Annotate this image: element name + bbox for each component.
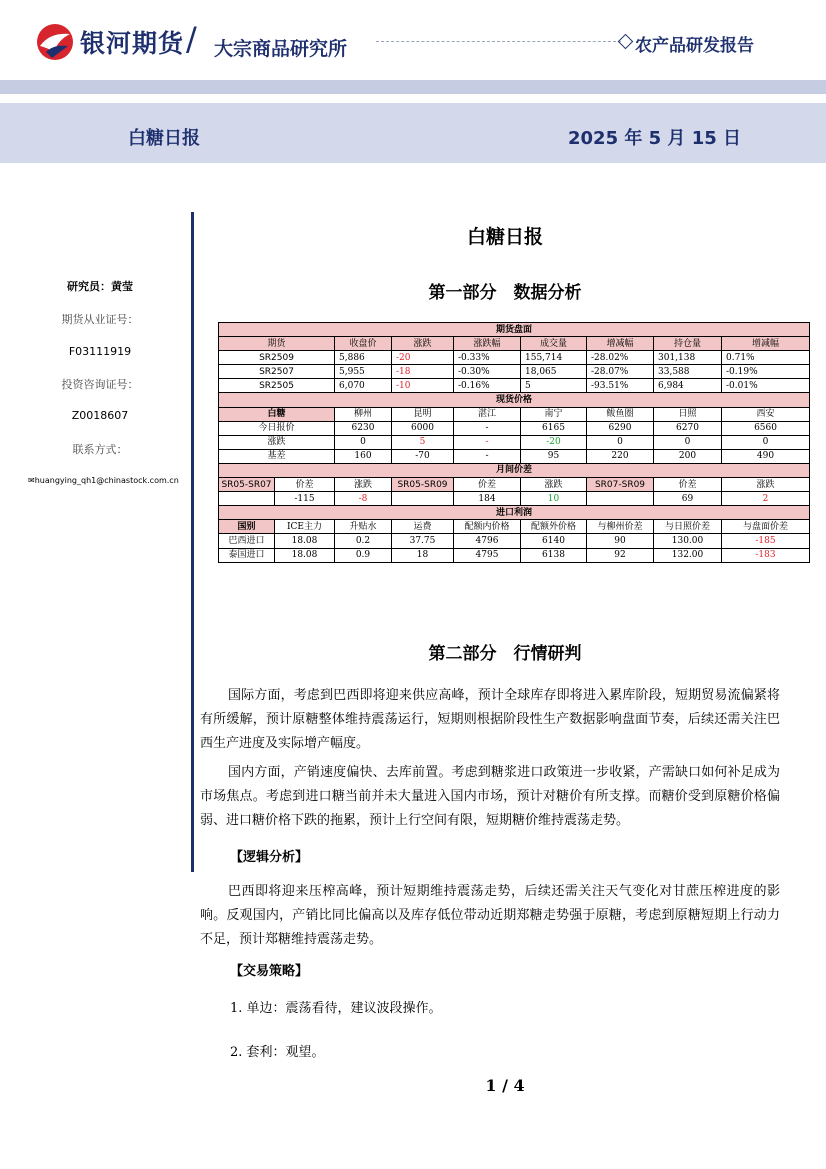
header-divider xyxy=(376,41,621,42)
report-date: 2025 年 5 月 15 日 xyxy=(568,128,742,149)
table-row xyxy=(219,449,810,463)
table-row xyxy=(219,421,810,435)
table-cell: 0 xyxy=(587,435,654,449)
col-header: 与柳州价差 xyxy=(587,520,654,534)
col-header: 与日照价差 xyxy=(654,520,722,534)
table-row xyxy=(219,548,810,562)
col-header: 收盘价 xyxy=(335,337,392,351)
table-row xyxy=(219,365,810,379)
consult-label: 投资咨询证号： xyxy=(61,378,139,391)
col-header: 持仓量 xyxy=(654,337,722,351)
table-cell: 0.9 xyxy=(335,548,392,562)
table-cell: 5,886 xyxy=(335,351,392,365)
table-cell xyxy=(392,492,454,506)
table-row xyxy=(219,492,810,506)
table-cell: 6165 xyxy=(521,421,587,435)
col-header: 升贴水 xyxy=(335,520,392,534)
contact-email[interactable] xyxy=(28,476,179,485)
table-cell: 90 xyxy=(587,534,654,548)
table-cell: -20 xyxy=(521,435,587,449)
table-cell: 5 xyxy=(521,379,587,393)
col-header: 配额内价格 xyxy=(454,520,521,534)
band-title: 白糖日报 xyxy=(128,128,200,149)
col-header: 与盘面价差 xyxy=(722,520,810,534)
table-cell: - xyxy=(454,421,521,435)
table-row xyxy=(219,435,810,449)
strategy-item: 1. 单边：震荡看待，建议波段操作。 xyxy=(230,1001,442,1016)
table-cell: 18,065 xyxy=(521,365,587,379)
report-category: 农产品研发报告 xyxy=(635,36,754,56)
table-cell: 155,714 xyxy=(521,351,587,365)
col-header: SR05-SR07 xyxy=(219,478,275,492)
table-cell: 6,984 xyxy=(654,379,722,393)
col-header: ICE主力 xyxy=(275,520,335,534)
table-cell: 18.08 xyxy=(275,548,335,562)
section-spot: 现货价格 xyxy=(219,393,810,407)
table-cell: 10 xyxy=(521,492,587,506)
table-cell: 200 xyxy=(654,449,722,463)
table-cell: -28.02% xyxy=(587,351,654,365)
contact-label: 联系方式： xyxy=(72,443,128,456)
cert-label: 期货从业证号： xyxy=(61,313,139,326)
paragraph-logic: 巴西即将迎来压榨高峰，预计短期维持震荡走势，后续还需关注天气变化对甘蔗压榨进度的影响。反观国内，产销比同比偏高以及库存低位带动近期郑糖走势强于原糖，考虑到原糖短期上行动力不足，预计郑糖维持震荡走势。 xyxy=(200,884,780,947)
logic-heading: 【逻辑分析】 xyxy=(230,850,309,865)
table-cell: 0 xyxy=(335,435,392,449)
section-futures: 期货盘面 xyxy=(219,323,810,337)
table-cell: 0.2 xyxy=(335,534,392,548)
table-cell: 184 xyxy=(454,492,521,506)
col-header: 涨跌 xyxy=(392,337,454,351)
mail-icon: ✉ xyxy=(28,476,35,485)
col-header: 运费 xyxy=(392,520,454,534)
main-title: 白糖日报 xyxy=(466,226,543,248)
table-cell: -0.16% xyxy=(454,379,521,393)
col-header: 价差 xyxy=(454,478,521,492)
part1-heading: 第一部分 数据分析 xyxy=(428,283,582,303)
table-cell: 6230 xyxy=(335,421,392,435)
row-label: 巴西进口 xyxy=(219,534,275,548)
page-number: 1 / 4 xyxy=(485,1076,525,1095)
row-label: 泰国进口 xyxy=(219,548,275,562)
row-label: 基差 xyxy=(219,449,335,463)
paragraph-international: 国际方面，考虑到巴西即将迎来供应高峰，预计全球库存即将进入累库阶段，短期贸易流偏紧将有所缓解，预计原糖整体维持震荡运行，短期则根据阶段性生产数据影响盘面节奏，后续还需关注巴西生产进度及实际增产幅度。 xyxy=(200,688,780,751)
col-header: 涨跌 xyxy=(722,478,810,492)
table-cell: - xyxy=(454,435,521,449)
data-table xyxy=(218,322,810,563)
col-header: 柳州 xyxy=(335,407,392,421)
header-band-stripe xyxy=(0,80,826,94)
email-text: huangying_qh1@chinastock.com.cn xyxy=(34,476,179,485)
company-name: 银河期货 xyxy=(80,29,185,58)
table-row xyxy=(219,351,810,365)
col-header: 昆明 xyxy=(392,407,454,421)
researcher-name: 研究员：黄莹 xyxy=(67,280,133,293)
col-header: 西安 xyxy=(722,407,810,421)
table-cell: -185 xyxy=(722,534,810,548)
table-cell: 301,138 xyxy=(654,351,722,365)
contract-cell: SR2509 xyxy=(219,351,335,365)
table-cell: 6270 xyxy=(654,421,722,435)
paragraph-domestic: 国内方面，产销速度偏快、去库前置。考虑到糖浆进口政策进一步收紧，产需缺口如何补足成为市场焦点。考虑到进口糖当前并未大量进入国内市场，预计对糖价有所支撑。而糖价受到原糖价格偏弱、进口糖价格下跌的拖累，预计上行空间有限，短期糖价维持震荡走势。 xyxy=(200,765,780,828)
table-cell: 0 xyxy=(722,435,810,449)
col-header: 涨跌 xyxy=(335,478,392,492)
col-header: 涨跌幅 xyxy=(454,337,521,351)
col-header: 配额外价格 xyxy=(521,520,587,534)
table-cell xyxy=(587,492,654,506)
table-cell: -18 xyxy=(392,365,454,379)
table-cell: 33,588 xyxy=(654,365,722,379)
col-header: SR05-SR09 xyxy=(392,478,454,492)
table-cell: 6560 xyxy=(722,421,810,435)
col-header: 价差 xyxy=(654,478,722,492)
table-cell: 95 xyxy=(521,449,587,463)
table-cell: -0.33% xyxy=(454,351,521,365)
table-cell: 6140 xyxy=(521,534,587,548)
col-header: 湛江 xyxy=(454,407,521,421)
contract-cell: SR2505 xyxy=(219,379,335,393)
table-cell xyxy=(219,492,275,506)
table-row xyxy=(219,534,810,548)
strategy-heading: 【交易策略】 xyxy=(230,964,309,979)
table-cell: 2 xyxy=(722,492,810,506)
table-cell: 18.08 xyxy=(275,534,335,548)
table-cell: -115 xyxy=(275,492,335,506)
table-cell: -0.01% xyxy=(722,379,810,393)
col-header: 鲅鱼圈 xyxy=(587,407,654,421)
table-cell: -70 xyxy=(392,449,454,463)
col-header: 南宁 xyxy=(521,407,587,421)
consult-number: Z0018607 xyxy=(71,409,129,422)
table-row xyxy=(219,379,810,393)
table-cell: 0 xyxy=(654,435,722,449)
table-cell: 18 xyxy=(392,548,454,562)
table-cell: 6000 xyxy=(392,421,454,435)
table-cell: 5,955 xyxy=(335,365,392,379)
cert-number: F03111919 xyxy=(68,345,132,358)
table-cell: 490 xyxy=(722,449,810,463)
table-cell: -28.07% xyxy=(587,365,654,379)
col-header: 成交量 xyxy=(521,337,587,351)
col-header: 涨跌 xyxy=(521,478,587,492)
col-header: SR07-SR09 xyxy=(587,478,654,492)
table-cell: 6138 xyxy=(521,548,587,562)
table-cell: 6290 xyxy=(587,421,654,435)
part2-heading: 第二部分 行情研判 xyxy=(428,644,582,664)
strategy-item: 2. 套利：观望。 xyxy=(230,1045,325,1060)
table-cell: 4796 xyxy=(454,534,521,548)
table-cell: 37.75 xyxy=(392,534,454,548)
col-header: 日照 xyxy=(654,407,722,421)
table-cell: 5 xyxy=(392,435,454,449)
contract-cell: SR2507 xyxy=(219,365,335,379)
company-logo xyxy=(34,22,76,62)
table-cell: -10 xyxy=(392,379,454,393)
col-header: 国别 xyxy=(219,520,275,534)
table-cell: 0.71% xyxy=(722,351,810,365)
table-cell: 92 xyxy=(587,548,654,562)
table-cell: - xyxy=(454,449,521,463)
table-cell: -183 xyxy=(722,548,810,562)
table-cell: 69 xyxy=(654,492,722,506)
table-cell: 132.00 xyxy=(654,548,722,562)
table-cell: -8 xyxy=(335,492,392,506)
table-cell: -0.30% xyxy=(454,365,521,379)
table-cell: -93.51% xyxy=(587,379,654,393)
institute-name: 大宗商品研究所 xyxy=(214,38,348,60)
col-header: 增减幅 xyxy=(722,337,810,351)
section-spread: 月间价差 xyxy=(219,463,810,477)
table-cell: 4795 xyxy=(454,548,521,562)
table-cell: 130.00 xyxy=(654,534,722,548)
table-cell: -20 xyxy=(392,351,454,365)
diamond-icon xyxy=(618,34,634,50)
table-cell: 6,070 xyxy=(335,379,392,393)
table-cell: 220 xyxy=(587,449,654,463)
row-label: 今日报价 xyxy=(219,421,335,435)
header-slash: / xyxy=(186,20,197,58)
section-import: 进口利润 xyxy=(219,506,810,520)
col-header: 白糖 xyxy=(219,407,335,421)
row-label: 涨跌 xyxy=(219,435,335,449)
col-header: 价差 xyxy=(275,478,335,492)
col-header: 增减幅 xyxy=(587,337,654,351)
col-header: 期货 xyxy=(219,337,335,351)
sidebar-divider xyxy=(191,212,194,872)
table-cell: 160 xyxy=(335,449,392,463)
table-cell: -0.19% xyxy=(722,365,810,379)
